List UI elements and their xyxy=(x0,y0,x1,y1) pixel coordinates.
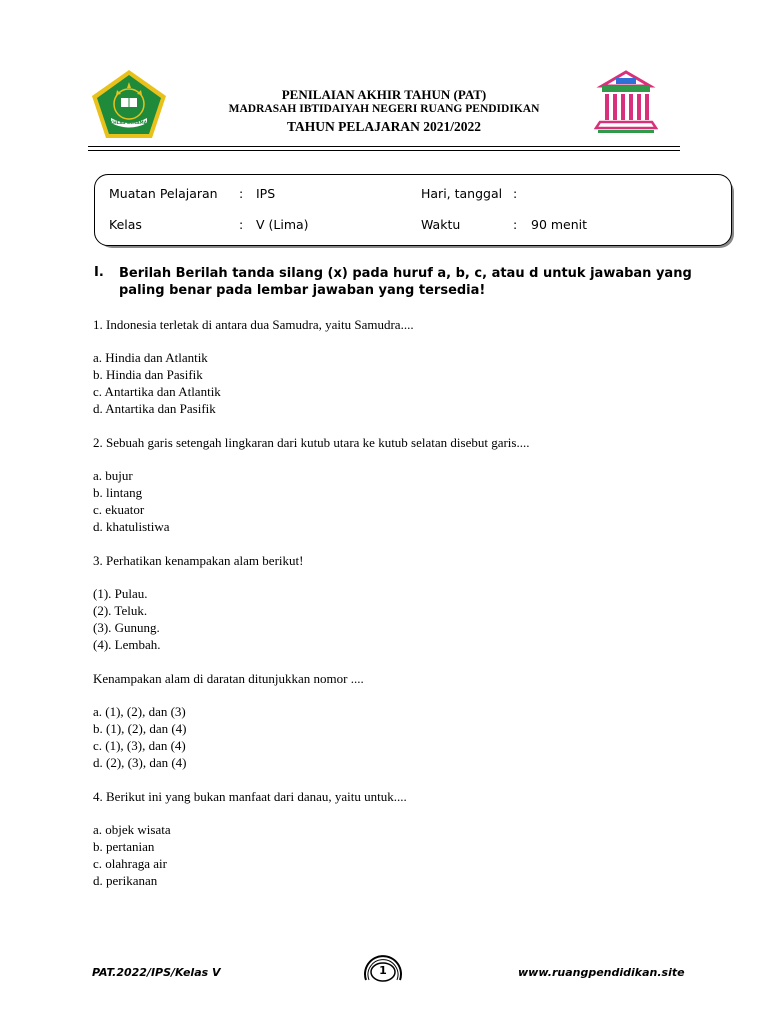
option-line: d. (2), (3), dan (4) xyxy=(93,755,187,770)
option-line: d. Antartika dan Pasifik xyxy=(93,401,216,416)
list-item: (4). Lembah. xyxy=(93,637,161,652)
list-item: (1). Pulau. xyxy=(93,586,148,601)
option-line: b. Hindia dan Pasifik xyxy=(93,367,203,382)
option-line: d. perikanan xyxy=(93,873,158,888)
header-rule-thick xyxy=(88,146,680,147)
footer-website: www.ruangpendidikan.site xyxy=(518,966,685,979)
academic-year: TAHUN PELAJARAN 2021/2022 xyxy=(286,119,481,134)
question-2: 2. Sebuah garis setengah lingkaran dari kutub utara ke kutub selatan disebut garis.... xyxy=(93,435,530,450)
option-line: b. lintang xyxy=(93,485,143,500)
exam-title: PENILAIAN AKHIR TAHUN (PAT) xyxy=(281,87,487,102)
page-number-badge xyxy=(360,950,406,992)
option-line: c. Antartika dan Atlantik xyxy=(93,384,221,399)
option-line: a. bujur xyxy=(93,468,133,483)
question-4: 4. Berikut ini yang bukan manfaat dari danau, yaitu untuk.... xyxy=(93,789,407,804)
option-line: b. pertanian xyxy=(93,839,155,854)
option-line: b. (1), (2), dan (4) xyxy=(93,721,187,736)
school-name: MADRASAH IBTIDAIYAH NEGERI RUANG PENDIDIKAN xyxy=(228,103,540,115)
question-1: 1. Indonesia terletak di antara dua Samudra, yaitu Samudra.... xyxy=(93,317,414,332)
option-line: a. Hindia dan Atlantik xyxy=(93,350,208,365)
kelas-value: V (Lima) xyxy=(256,217,309,232)
waktu-label: Waktu xyxy=(421,217,461,232)
muatan-value: IPS xyxy=(256,186,276,201)
section-instruction: Berilah Berilah tanda silang (x) pada huruf a, b, c, atau d untuk jawaban yang paling benar pada lembar jawaban yang tersedia! xyxy=(119,266,692,298)
option-line: d. khatulistiwa xyxy=(93,519,170,534)
muatan-label: Muatan Pelajaran xyxy=(109,186,218,201)
question-3: 3. Perhatikan kenampakan alam berikut! xyxy=(93,553,304,568)
footer-code: PAT.2022/IPS/Kelas V xyxy=(92,966,221,979)
list-item: (2). Teluk. xyxy=(93,603,148,618)
option-line: c. ekuator xyxy=(93,502,145,517)
hari-label: Hari, tanggal xyxy=(421,186,503,201)
option-line: c. (1), (3), dan (4) xyxy=(93,738,186,753)
header-rule-thin xyxy=(88,150,680,151)
option-line: a. objek wisata xyxy=(93,822,171,837)
exam-info-box xyxy=(94,174,732,246)
section-number: I. xyxy=(94,265,104,280)
option-line: a. (1), (2), dan (3) xyxy=(93,704,186,719)
page-number: 1 xyxy=(379,964,387,977)
list-item: (3). Gunung. xyxy=(93,620,160,635)
emblem-motto: IKHLAS BERAMAL xyxy=(108,120,150,125)
muatan-colon: : xyxy=(239,186,244,201)
kelas-colon: : xyxy=(239,217,244,232)
waktu-colon: : xyxy=(513,217,518,232)
waktu-value: 90 menit xyxy=(531,217,588,232)
kelas-label: Kelas xyxy=(109,217,142,232)
option-line: c. olahraga air xyxy=(93,856,167,871)
hari-colon: : xyxy=(513,186,518,201)
question-3-prompt: Kenampakan alam di daratan ditunjukkan nomor .... xyxy=(93,671,364,686)
